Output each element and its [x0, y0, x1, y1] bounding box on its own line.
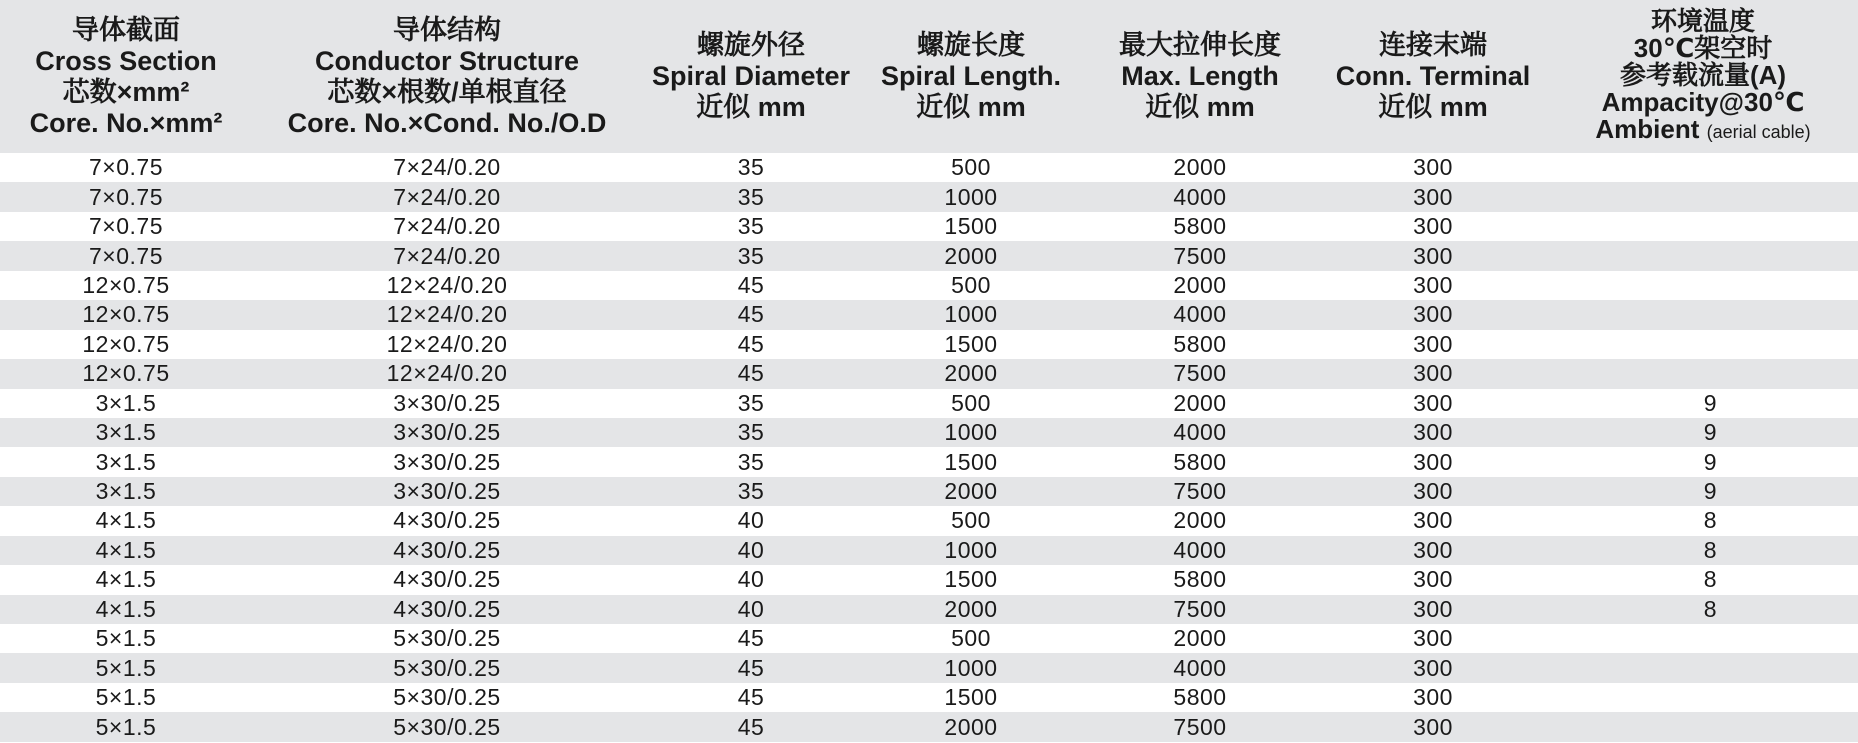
header-line: Conductor Structure	[314, 45, 579, 76]
cell-max-length: 4000	[1173, 536, 1227, 563]
table-row	[0, 241, 1858, 270]
header-line: 近似 mm	[916, 92, 1026, 122]
cell-conn-terminal: 300	[1413, 389, 1453, 416]
cell-conductor-structure: 12×24/0.20	[386, 301, 508, 328]
cell-ampacity: 8	[1703, 507, 1717, 534]
table-row	[0, 153, 1858, 182]
cell-cross-section: 5×1.5	[95, 713, 157, 740]
cell-spiral-length: 500	[951, 271, 991, 298]
cell-cross-section: 5×1.5	[95, 684, 157, 711]
cell-ampacity	[1548, 241, 1858, 270]
cell-conn-terminal: 300	[1413, 507, 1453, 534]
cell-spiral-diameter: 35	[737, 448, 765, 475]
table-row	[0, 506, 1858, 535]
cell-max-length: 5800	[1173, 684, 1227, 711]
cell-cross-section: 12×0.75	[82, 330, 170, 357]
cell-ampacity: 9	[1703, 419, 1717, 446]
cell-conn-terminal: 300	[1413, 242, 1453, 269]
cell-max-length: 5800	[1173, 448, 1227, 475]
header-line: 环境温度	[1650, 5, 1755, 36]
header-line: 近似 mm	[696, 92, 806, 122]
cell-spiral-length: 1500	[944, 684, 998, 711]
cell-max-length: 4000	[1173, 301, 1227, 328]
cell-spiral-length: 1500	[944, 213, 998, 240]
cell-spiral-length: 2000	[944, 595, 998, 622]
cell-spiral-length: 500	[951, 625, 991, 652]
cell-ampacity: 8	[1703, 566, 1717, 593]
header-conductor-structure	[252, 0, 642, 153]
cell-cross-section: 3×1.5	[95, 478, 157, 505]
cell-max-length: 4000	[1173, 419, 1227, 446]
cell-ampacity: 9	[1703, 448, 1717, 475]
cell-conductor-structure: 7×24/0.20	[393, 242, 501, 269]
table-row	[0, 212, 1858, 241]
cell-ampacity	[1548, 653, 1858, 682]
cell-conductor-structure: 12×24/0.20	[386, 271, 508, 298]
cell-conn-terminal: 300	[1413, 360, 1453, 387]
cell-cross-section: 4×1.5	[95, 536, 157, 563]
cell-spiral-diameter: 45	[737, 684, 765, 711]
header-line: 芯数×根数/单根直径	[327, 76, 567, 107]
table-row	[0, 683, 1858, 712]
header-line: 螺旋长度	[917, 30, 1025, 60]
cell-cross-section: 5×1.5	[95, 654, 157, 681]
cell-ampacity	[1548, 624, 1858, 653]
table-row	[0, 595, 1858, 624]
cell-conductor-structure: 3×30/0.25	[393, 448, 501, 475]
cell-ampacity	[1548, 182, 1858, 211]
cell-cross-section: 3×1.5	[95, 448, 157, 475]
cell-spiral-diameter: 45	[737, 301, 765, 328]
cell-cross-section: 7×0.75	[89, 183, 163, 210]
cell-conn-terminal: 300	[1413, 536, 1453, 563]
cell-ampacity: 9	[1703, 478, 1717, 505]
header-line: 30℃架空时	[1633, 32, 1773, 63]
cell-conn-terminal: 300	[1413, 566, 1453, 593]
cell-spiral-length: 1000	[944, 183, 998, 210]
table-row	[0, 330, 1858, 359]
cell-spiral-length: 500	[951, 507, 991, 534]
cell-cross-section: 4×1.5	[95, 507, 157, 534]
cell-conductor-structure: 4×30/0.25	[393, 507, 501, 534]
cell-ampacity	[1548, 271, 1858, 300]
cell-ampacity	[1548, 212, 1858, 241]
cell-conn-terminal: 300	[1413, 654, 1453, 681]
cell-conductor-structure: 5×30/0.25	[393, 625, 501, 652]
cell-conn-terminal: 300	[1413, 330, 1453, 357]
cell-conductor-structure: 5×30/0.25	[393, 654, 501, 681]
header-line: Spiral Diameter	[651, 61, 851, 91]
cell-max-length: 5800	[1173, 213, 1227, 240]
cell-spiral-length: 1000	[944, 536, 998, 563]
cell-spiral-diameter: 35	[737, 154, 765, 181]
header-line: 芯数×mm²	[62, 76, 190, 107]
cell-conductor-structure: 12×24/0.20	[386, 330, 508, 357]
cell-conn-terminal: 300	[1413, 448, 1453, 475]
cell-conductor-structure: 7×24/0.20	[393, 154, 501, 181]
cell-ampacity	[1548, 712, 1858, 741]
table-row	[0, 182, 1858, 211]
cell-spiral-diameter: 40	[737, 566, 765, 593]
cell-max-length: 2000	[1173, 625, 1227, 652]
cell-spiral-diameter: 45	[737, 330, 765, 357]
header-line: Spiral Length.	[880, 61, 1061, 91]
cell-spiral-length: 2000	[944, 242, 998, 269]
header-ambient-note: (aerial cable)	[1706, 121, 1811, 142]
header-line: Conn. Terminal	[1335, 61, 1531, 91]
cell-conductor-structure: 5×30/0.25	[393, 713, 501, 740]
cell-spiral-diameter: 35	[737, 389, 765, 416]
cell-max-length: 2000	[1173, 507, 1227, 534]
cell-cross-section: 5×1.5	[95, 625, 157, 652]
cell-spiral-length: 2000	[944, 713, 998, 740]
cell-spiral-length: 1500	[944, 448, 998, 475]
table-row	[0, 536, 1858, 565]
table-row	[0, 389, 1858, 418]
cell-conn-terminal: 300	[1413, 301, 1453, 328]
header-line: 螺旋外径	[697, 30, 805, 60]
cell-spiral-length: 1000	[944, 419, 998, 446]
cell-conductor-structure: 12×24/0.20	[386, 360, 508, 387]
header-line: 最大拉伸长度	[1119, 30, 1281, 60]
cell-max-length: 7500	[1173, 360, 1227, 387]
cell-cross-section: 12×0.75	[82, 271, 170, 298]
table-row	[0, 565, 1858, 594]
cell-max-length: 5800	[1173, 566, 1227, 593]
cell-cross-section: 12×0.75	[82, 301, 170, 328]
cell-conductor-structure: 3×30/0.25	[393, 478, 501, 505]
cell-cross-section: 7×0.75	[89, 154, 163, 181]
cell-ampacity	[1548, 153, 1858, 182]
cell-conn-terminal: 300	[1413, 213, 1453, 240]
table-row	[0, 271, 1858, 300]
cell-max-length: 7500	[1173, 242, 1227, 269]
cell-ampacity: 8	[1703, 595, 1717, 622]
header-line: Max. Length	[1121, 61, 1279, 91]
header-line: 近似 mm	[1145, 92, 1255, 122]
cell-ampacity	[1548, 359, 1858, 388]
cell-conductor-structure: 7×24/0.20	[393, 213, 501, 240]
cell-spiral-diameter: 35	[737, 419, 765, 446]
header-line: Ampacity@30℃	[1601, 86, 1805, 117]
cell-cross-section: 3×1.5	[95, 389, 157, 416]
cell-conductor-structure: 4×30/0.25	[393, 595, 501, 622]
cell-spiral-length: 500	[951, 154, 991, 181]
cell-spiral-diameter: 35	[737, 242, 765, 269]
cell-spiral-length: 2000	[944, 478, 998, 505]
table-header	[0, 0, 1858, 153]
cell-conn-terminal: 300	[1413, 271, 1453, 298]
cell-conductor-structure: 3×30/0.25	[393, 419, 501, 446]
cell-cross-section: 7×0.75	[89, 213, 163, 240]
cell-cross-section: 4×1.5	[95, 595, 157, 622]
cell-cross-section: 7×0.75	[89, 242, 163, 269]
header-spiral-length	[860, 0, 1082, 153]
cell-spiral-diameter: 35	[737, 213, 765, 240]
cell-spiral-diameter: 45	[737, 654, 765, 681]
cell-conn-terminal: 300	[1413, 183, 1453, 210]
cell-conn-terminal: 300	[1413, 625, 1453, 652]
header-line	[1548, 113, 1858, 146]
header-conn-terminal	[1318, 0, 1548, 153]
cell-ampacity: 8	[1703, 536, 1717, 563]
cell-max-length: 4000	[1173, 654, 1227, 681]
header-max-length	[1082, 0, 1318, 153]
header-ambient-label: Ambient	[1595, 113, 1700, 144]
table-row	[0, 624, 1858, 653]
cell-max-length: 4000	[1173, 183, 1227, 210]
cell-conn-terminal: 300	[1413, 154, 1453, 181]
cell-spiral-diameter: 40	[737, 536, 765, 563]
cell-conn-terminal: 300	[1413, 713, 1453, 740]
cell-spiral-length: 2000	[944, 360, 998, 387]
header-line: Core. No.×Cond. No./O.D	[287, 107, 607, 138]
header-spiral-diameter	[642, 0, 860, 153]
table-row	[0, 359, 1858, 388]
cell-conductor-structure: 4×30/0.25	[393, 536, 501, 563]
cell-max-length: 2000	[1173, 154, 1227, 181]
cell-ampacity	[1548, 330, 1858, 359]
header-ampacity	[1548, 0, 1858, 153]
cell-max-length: 7500	[1173, 595, 1227, 622]
cell-spiral-length: 1000	[944, 654, 998, 681]
table-row	[0, 447, 1858, 476]
cell-max-length: 7500	[1173, 713, 1227, 740]
table-row	[0, 418, 1858, 447]
cell-spiral-diameter: 35	[737, 478, 765, 505]
cell-spiral-diameter: 40	[737, 595, 765, 622]
cell-spiral-length: 500	[951, 389, 991, 416]
cell-spiral-diameter: 40	[737, 507, 765, 534]
table-body	[0, 153, 1858, 742]
cell-conn-terminal: 300	[1413, 478, 1453, 505]
cell-spiral-diameter: 45	[737, 271, 765, 298]
cell-conductor-structure: 4×30/0.25	[393, 566, 501, 593]
cell-max-length: 2000	[1173, 271, 1227, 298]
cell-spiral-diameter: 45	[737, 360, 765, 387]
cell-spiral-diameter: 35	[737, 183, 765, 210]
cell-cross-section: 4×1.5	[95, 566, 157, 593]
cell-ampacity	[1548, 683, 1858, 712]
cell-conductor-structure: 3×30/0.25	[393, 389, 501, 416]
cell-max-length: 5800	[1173, 330, 1227, 357]
header-line: Core. No.×mm²	[29, 107, 223, 138]
cell-ampacity	[1548, 300, 1858, 329]
cell-spiral-length: 1000	[944, 301, 998, 328]
cell-conductor-structure: 7×24/0.20	[393, 183, 501, 210]
cell-conn-terminal: 300	[1413, 595, 1453, 622]
header-line: 导体截面	[72, 14, 180, 45]
header-line: 参考载流量(A)	[1619, 59, 1787, 90]
table-row	[0, 712, 1858, 741]
header-line: Cross Section	[35, 45, 217, 76]
cell-conn-terminal: 300	[1413, 419, 1453, 446]
cell-spiral-diameter: 45	[737, 713, 765, 740]
header-line: 近似 mm	[1378, 92, 1488, 122]
header-line: 导体结构	[393, 14, 501, 45]
cell-spiral-diameter: 45	[737, 625, 765, 652]
header-cross-section	[0, 0, 252, 153]
cell-cross-section: 3×1.5	[95, 419, 157, 446]
table-row	[0, 653, 1858, 682]
cell-conn-terminal: 300	[1413, 684, 1453, 711]
cell-cross-section: 12×0.75	[82, 360, 170, 387]
header-row	[0, 0, 1858, 153]
table-row	[0, 300, 1858, 329]
cell-spiral-length: 1500	[944, 330, 998, 357]
cell-spiral-length: 1500	[944, 566, 998, 593]
cell-max-length: 7500	[1173, 478, 1227, 505]
table-row	[0, 477, 1858, 506]
cell-max-length: 2000	[1173, 389, 1227, 416]
cell-conductor-structure: 5×30/0.25	[393, 684, 501, 711]
cell-ampacity: 9	[1703, 389, 1717, 416]
header-line: 连接末端	[1379, 30, 1487, 60]
